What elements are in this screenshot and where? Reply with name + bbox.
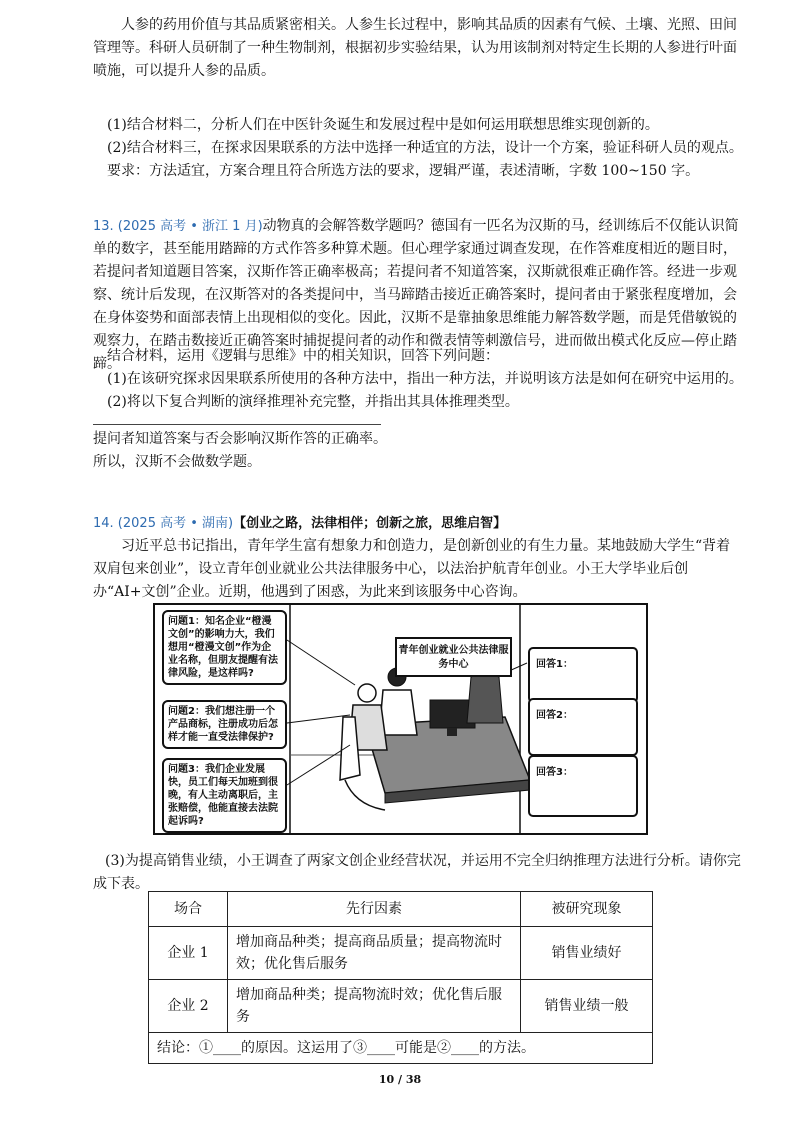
q12-requirement: 要求：方法适宜，方案合理且符合所选方法的要求，逻辑严谨，表述清晰，字数 100~150 字。 <box>107 163 700 179</box>
table-cell: 销售业绩一般 <box>521 980 653 1033</box>
q13-heading: 13. (2025 高考 • 浙江 1 月) <box>93 219 263 234</box>
q14-topic: 【创业之路，法律相伴；创新之旅，思维启智】 <box>233 516 507 531</box>
q14-heading-line <box>93 512 743 535</box>
q14-sub3: (3)为提高销售业绩，小王调查了两家文创企业经营状况，并运用不完全归纳推理方法进行分析。请你完成下表。 <box>93 853 741 892</box>
table-header-cell: 被研究现象 <box>521 892 653 927</box>
q12-sub1: (1)结合材料二，分析人们在中医针灸诞生和发展过程中是如何运用联想思维实现创新的。 <box>107 117 659 133</box>
table-header-row <box>149 892 653 927</box>
table-conclusion-row <box>149 1033 653 1064</box>
answer-blank-line <box>93 424 381 425</box>
service-center-sign: 青年创业就业公共法律服务中心 <box>395 637 512 677</box>
answer-2-box: 回答2： <box>528 698 638 756</box>
table-row <box>149 980 653 1033</box>
table-cell: 增加商品种类；提高物流时效；优化售后服务 <box>228 980 521 1033</box>
table-header-cell: 场合 <box>149 892 228 927</box>
table-row <box>149 927 653 980</box>
q13-premise: 提问者知道答案与否会影响汉斯作答的正确率。 <box>93 431 387 447</box>
table-cell: 销售业绩好 <box>521 927 653 980</box>
q14-heading: 14. (2025 高考 • 湖南) <box>93 516 234 531</box>
q13-prompt: 结合材料，运用《逻辑与思维》中的相关知识，回答下列问题： <box>107 348 499 364</box>
q13-sub2: (2)将以下复合判断的演绎推理补充完整，并指出其具体推理类型。 <box>107 394 519 410</box>
table-conclusion: 结论：①____的原因。这运用了③____可能是②____的方法。 <box>149 1033 653 1064</box>
question-2-bubble: 问题2：我们想注册一个产品商标，注册成功后怎样才能一直受法律保护? <box>162 700 287 749</box>
question-1-bubble: 问题1：知名企业“橙漫文创”的影响力大，我们想用“橙漫文创”作为企业名称，但朋友提醒有法律风险，是这样吗? <box>162 610 287 685</box>
q13-conclusion: 所以，汉斯不会做数学题。 <box>93 454 261 470</box>
induction-table <box>148 891 653 1064</box>
q12-sub2: (2)结合材料三，在探求因果联系的方法中选择一种适宜的方法，设计一个方案，验证科研人员的观点。 <box>107 140 743 156</box>
q13-sub1: (1)在该研究探求因果联系所使用的各种方法中，指出一种方法，并说明该方法是如何在研究中运用的。 <box>107 371 743 387</box>
q13-body: 动物真的会解答数学题吗？德国有一匹名为汉斯的马，经训练后不仅能认识简单的数字，甚至能用踏蹄的方式作答多种算术题。但心理学家通过调查发现，在作答难度相近的题目时，若提问者知道题目答案，汉斯作答正确率极高；若提问者不知道答案，汉斯就很难正确作答。经进一步观察、统计后发现，在汉斯答对的各类提问中，当马蹄踏击接近正确答案时，提问者由于紧张程度增加，会在身体姿势和面部表情上出现相似的变化。因此，汉斯不是靠抽象思维能力解答数学题，而是凭借敏锐的观察力，在踏击数接近正确答案时捕捉提问者的动作和微表情等刺激信号，进而做出模式化反应—停止踏蹄。 <box>93 218 739 372</box>
q14-body: 习近平总书记指出，青年学生富有想象力和创造力，是创新创业的有生力量。某地鼓励大学生“背着双肩包来创业”，设立青年创业就业公共法律服务中心，以法治护航青年创业。小王大学毕业后创办“AI+文创”企业。近期，他遇到了困惑，为此来到该服务中心咨询。 <box>93 538 731 600</box>
question-3-bubble: 问题3：我们企业发展快，员工们每天加班到很晚，有人主动离职后，主张赔偿，他能直接去法院起诉吗? <box>162 758 287 833</box>
page-number: 10 / 38 <box>378 1073 422 1086</box>
table-cell: 企业 2 <box>149 980 228 1033</box>
table-header-cell: 先行因素 <box>228 892 521 927</box>
answer-1-box: 回答1： <box>528 647 638 703</box>
table-cell: 增加商品种类；提高商品质量；提高物流时效；优化售后服务 <box>228 927 521 980</box>
q12-material-end: 人参的药用价值与其品质紧密相关。人参生长过程中，影响其品质的因素有气候、土壤、光照、田间管理等。科研人员研制了一种生物制剂，根据初步实验结果，认为用该制剂对特定生长期的人参进行叶面喷施，可以提升人参的品质。 <box>93 17 737 79</box>
answer-3-box: 回答3： <box>528 755 638 817</box>
table-cell: 企业 1 <box>149 927 228 980</box>
consultation-illustration <box>153 603 648 835</box>
